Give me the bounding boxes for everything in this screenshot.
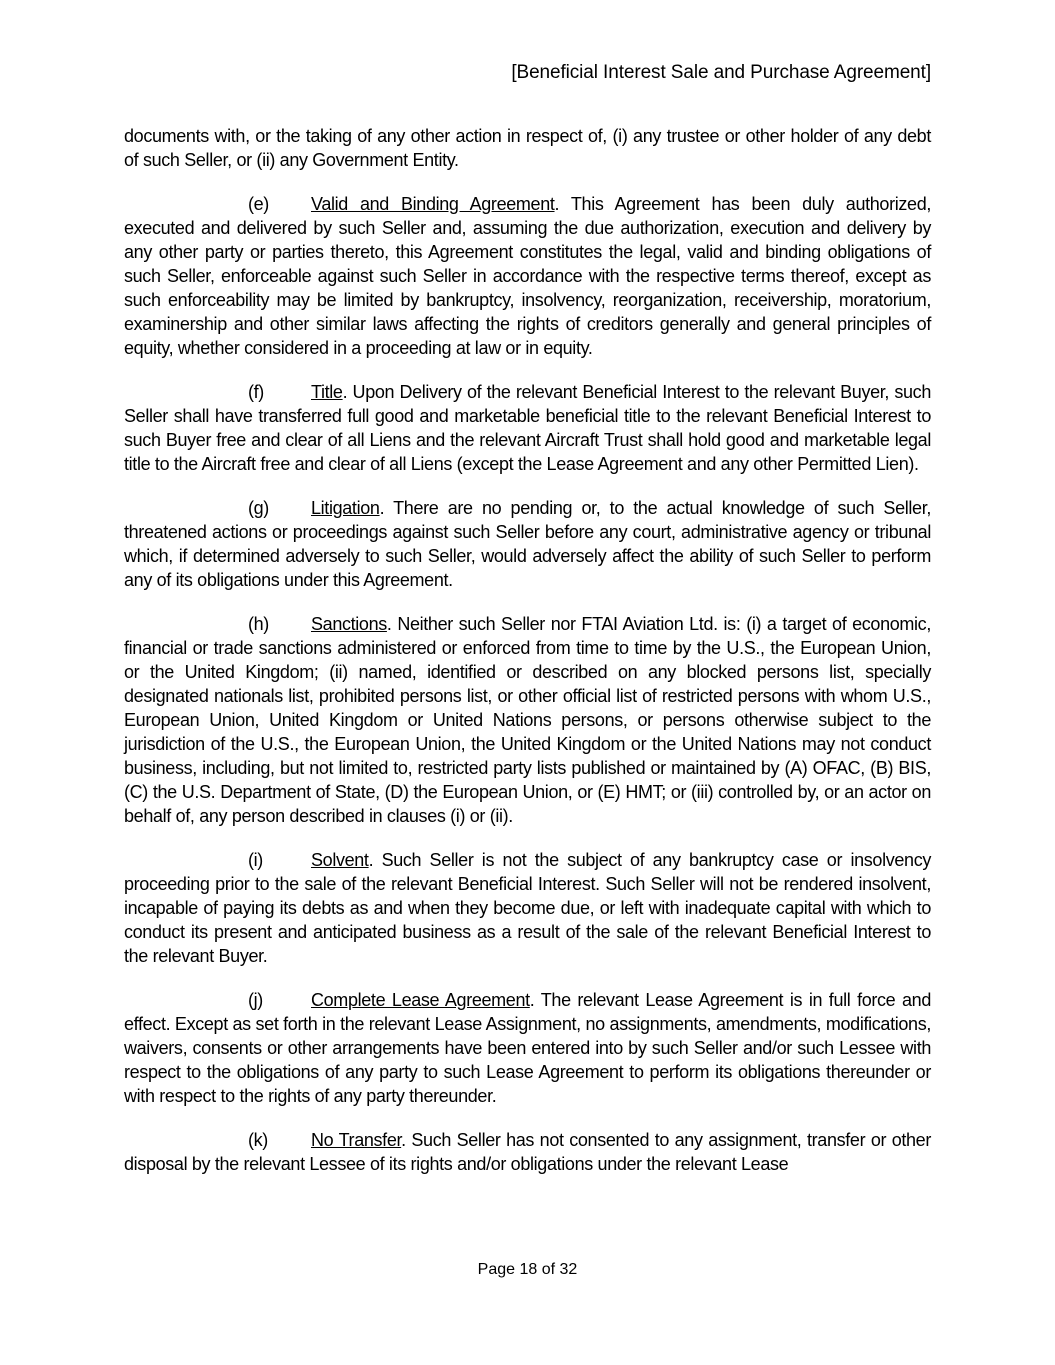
- section-j: [124, 988, 931, 1108]
- document-header-title: [Beneficial Interest Sale and Purchase Agreement]: [511, 62, 931, 83]
- section-label: (k): [248, 1130, 268, 1150]
- section-h: [124, 612, 931, 828]
- section-heading: Litigation: [311, 498, 380, 518]
- section-text: . Such Seller has not consented to any assignment, transfer or other disposal by the relevant Lessee of its rights and/or obligations under the relevant Lease: [124, 1130, 931, 1174]
- section-text: . Neither such Seller nor FTAI Aviation Ltd. is: (i) a target of economic, financial or trade sanctions administered or enforced from time to time by the U.S., the European Union, or the United Kingdom; (ii) named, identified or described on any blocked persons list, specially designated nationals list, prohibited persons list, or other official list of restricted persons with whom U.S., European Union, United Kingdom or United Nations persons, or persons otherwise subject to the jurisdiction of the U.S., the European Union, the United Kingdom or the United Nations may not conduct business, including, but not limited to, restricted party lists published or maintained by (A) OFAC, (B) BIS, (C) the U.S. Department of State, (D) the European Union, or (E) HMT; or (iii) controlled by, or an actor on behalf of, any person described in clauses (i) or (ii).: [124, 614, 931, 826]
- section-text: . The relevant Lease Agreement is in full force and effect. Except as set forth in the relevant Lease Assignment, no assignments, amendments, modifications, waivers, consents or other arrangements have been entered into by such Seller and/or such Lessee with respect to the obligations of any party to such Lease Agreement to perform its obligations thereunder or with respect to the rights of any party thereunder.: [124, 990, 931, 1106]
- page-number: Page 18 of 32: [477, 1261, 578, 1278]
- section-i: [124, 848, 931, 968]
- document-body: [124, 124, 931, 1196]
- section-f: [124, 380, 931, 476]
- section-e: [124, 192, 931, 360]
- section-heading: No Transfer: [311, 1130, 402, 1150]
- section-text: . There are no pending or, to the actual knowledge of such Seller, threatened actions or proceedings against such Seller before any court, administrative agency or tribunal which, if determined adversely to such Seller, would adversely affect the ability of such Seller to perform any of its obligations under this Agreement.: [124, 498, 931, 590]
- section-label: (g): [248, 498, 269, 518]
- section-label: (e): [248, 194, 269, 214]
- section-k: [124, 1128, 931, 1176]
- section-label: (f): [248, 382, 264, 402]
- section-heading: Title: [311, 382, 343, 402]
- section-label: (i): [248, 850, 263, 870]
- continuation-paragraph: documents with, or the taking of any other action in respect of, (i) any trustee or other holder of any debt of such Seller, or (ii) any Government Entity.: [124, 126, 931, 170]
- section-heading: Sanctions: [311, 614, 387, 634]
- section-heading: Solvent: [311, 850, 369, 870]
- section-heading: Valid and Binding Agreement: [311, 194, 555, 214]
- section-text: . Upon Delivery of the relevant Beneficial Interest to the relevant Buyer, such Seller shall have transferred full good and marketable beneficial title to the relevant Beneficial Interest to such Buyer free and clear of all Liens and the relevant Aircraft Trust shall hold good and marketable legal title to the Aircraft free and clear of all Liens (except the Lease Agreement and any other Permitted Lien).: [124, 382, 931, 474]
- section-g: [124, 496, 931, 592]
- section-label: (j): [248, 990, 263, 1010]
- section-label: (h): [248, 614, 269, 634]
- section-heading: Complete Lease Agreement: [311, 990, 530, 1010]
- section-text: . This Agreement has been duly authorized, executed and delivered by such Seller and, assuming the due authorization, execution and delivery by any other party or parties thereto, this Agreement constitutes the legal, valid and binding obligations of such Seller, enforceable against such Seller in accordance with the respective terms thereof, except as such enforceability may be limited by bankruptcy, insolvency, reorganization, receivership, moratorium, examinership and other similar laws affecting the rights of creditors generally and general principles of equity, whether considered in a proceeding at law or in equity.: [124, 194, 931, 358]
- section-text: . Such Seller is not the subject of any bankruptcy case or insolvency proceeding prior to the sale of the relevant Beneficial Interest. Such Seller will not be rendered insolvent, incapable of paying its debts as and when they become due, or left with inadequate capital with which to conduct its present and anticipated business as a result of the sale of the relevant Beneficial Interest to the relevant Buyer.: [124, 850, 931, 966]
